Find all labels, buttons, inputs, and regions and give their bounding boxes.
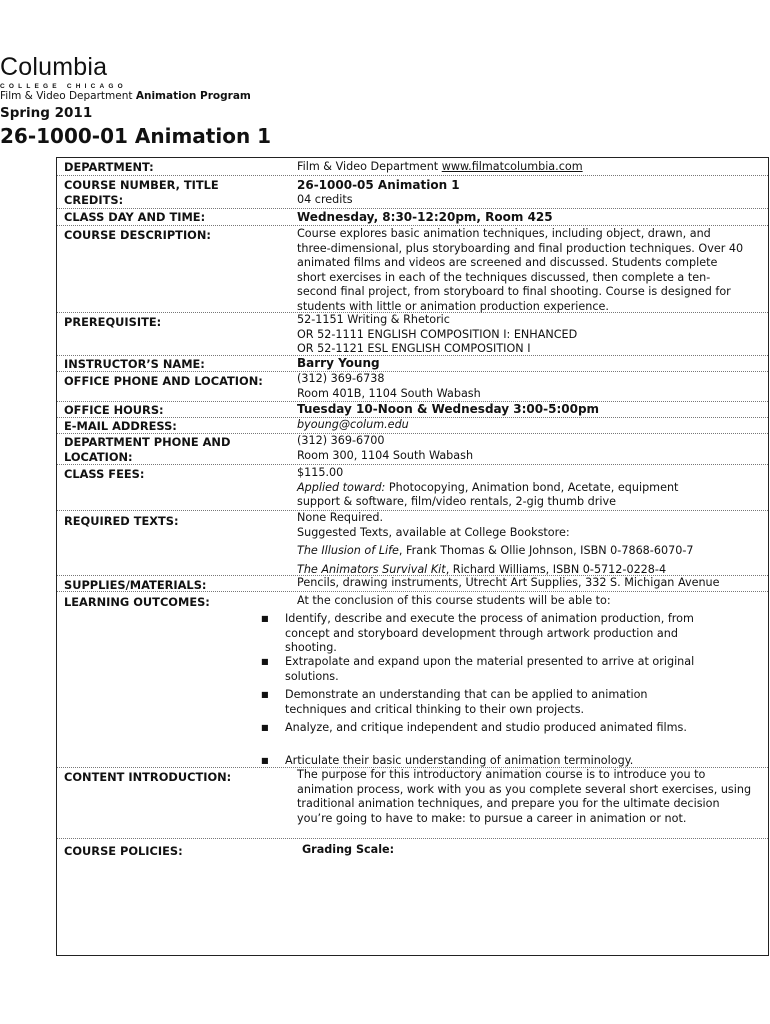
value-prerequisite	[297, 313, 759, 357]
bullet-icon: ■	[261, 723, 269, 732]
row-course-number	[57, 176, 768, 209]
list-item	[258, 721, 703, 736]
program-line	[0, 89, 770, 103]
label-course-policies: COURSE POLICIES:	[64, 844, 183, 858]
label-credits: CREDITS:	[64, 193, 124, 207]
label-prerequisite: PREREQUISITE:	[64, 315, 162, 329]
list-item	[258, 754, 703, 769]
label-instructor: INSTRUCTOR’S NAME:	[64, 357, 205, 371]
label-supplies: SUPPLIES/MATERIALS:	[64, 578, 207, 592]
dept-location: Room 300, 1104 South Wabash	[297, 448, 474, 462]
row-content-intro	[57, 768, 768, 839]
fee-applied-items: Photocopying, Animation bond, Acetate, equipment	[385, 480, 679, 494]
prerequisite-line: 52-1151 Writing & Rhetoric	[297, 313, 450, 326]
bullet-icon: ■	[261, 614, 269, 623]
book-1-details: , Frank Thomas & Ollie Johnson, ISBN 0-7868-6070-7	[398, 544, 694, 557]
value-email[interactable]: byoung@colum.edu	[297, 418, 409, 431]
label-required-texts: REQUIRED TEXTS:	[64, 514, 179, 528]
list-item	[258, 612, 703, 656]
fee-amount: $115.00	[297, 466, 344, 479]
row-dept-phone	[57, 434, 768, 465]
description-line: students with little or animation production experience.	[297, 299, 609, 313]
program-name: Animation Program	[135, 90, 251, 102]
list-item	[258, 688, 703, 717]
course-title: 26-1000-01 Animation 1	[0, 124, 272, 148]
label-department: DEPARTMENT:	[64, 160, 154, 174]
texts-none: None Required.	[297, 511, 384, 524]
fee-applied-label: Applied toward:	[297, 480, 386, 494]
row-instructor	[57, 356, 768, 372]
college-logo-subtitle: COLLEGE CHICAGO	[0, 83, 127, 90]
content-line: traditional animation techniques, and prepare you for the ultimate decision	[297, 797, 720, 810]
row-email	[57, 418, 768, 434]
description-line: three-dimensional, plus storyboarding and final production techniques. Over 40	[297, 241, 744, 255]
label-dept-location: LOCATION:	[64, 450, 133, 464]
row-supplies	[57, 576, 768, 592]
value-content-intro	[297, 768, 759, 826]
value-course-number: 26-1000-05 Animation 1	[297, 178, 460, 192]
description-line: second final project, from storyboard to final shooting. Course is designed for	[297, 285, 731, 298]
label-course-number: COURSE NUMBER, TITLE	[64, 178, 219, 192]
dept-phone-number: (312) 369-6700	[297, 434, 385, 447]
department-text: Film & Video Department	[297, 160, 442, 173]
label-class-day: CLASS DAY AND TIME:	[64, 210, 206, 224]
label-email: E-MAIL ADDRESS:	[64, 419, 177, 433]
row-prerequisite	[57, 313, 768, 356]
label-content-intro: CONTENT INTRODUCTION:	[64, 770, 232, 784]
row-required-texts	[57, 511, 768, 576]
description-line: short exercises in each of the techniques discussed, then complete a ten-	[297, 270, 711, 284]
office-location: Room 401B, 1104 South Wabash	[297, 386, 481, 400]
fee-applied-cont: support & software, film/video rentals, 2-gig thumb drive	[297, 495, 616, 508]
book-1	[297, 544, 759, 559]
row-class-day	[57, 209, 768, 226]
texts-suggested: Suggested Texts, available at College Bookstore:	[297, 525, 570, 539]
row-department	[57, 158, 768, 176]
fee-applied	[297, 481, 759, 496]
row-description	[57, 226, 768, 313]
value-credits: 04 credits	[297, 193, 353, 206]
value-office-hours: Tuesday 10-Noon & Wednesday 3:00-5:00pm	[297, 402, 600, 416]
outcome-text: Analyze, and critique independent and studio produced animated films.	[285, 721, 687, 734]
bullet-icon: ■	[261, 657, 269, 666]
value-office-phone	[297, 372, 759, 401]
list-item	[258, 655, 703, 684]
outcome-text: Articulate their basic understanding of animation terminology.	[285, 754, 634, 767]
department-website-link[interactable]: www.filmatcolumbia.com	[441, 160, 583, 173]
label-description: COURSE DESCRIPTION:	[64, 228, 211, 242]
description-line: animated films and videos are screened and discussed. Students complete	[297, 256, 718, 269]
content-line: The purpose for this introductory animation course is to introduce you to	[297, 768, 706, 781]
label-dept-phone: DEPARTMENT PHONE AND	[64, 435, 231, 449]
book-2-details: , Richard Williams, ISBN 0-5712-0228-4	[445, 562, 667, 576]
term: Spring 2011	[0, 105, 93, 121]
value-class-fees	[297, 466, 759, 510]
description-line: Course explores basic animation techniques, including object, drawn, and	[297, 227, 711, 240]
prerequisite-line: OR 52-1111 ENGLISH COMPOSITION I: ENHANCED	[297, 327, 578, 341]
book-1-title: The Illusion of Life	[297, 544, 399, 557]
prerequisite-line: OR 52-1121 ESL ENGLISH COMPOSITION I	[297, 342, 531, 355]
bullet-icon: ■	[261, 756, 269, 765]
book-2-title: The Animators Survival Kit	[297, 562, 446, 576]
outcome-text: Identify, describe and execute the process of animation production, from concept and storyboard development through artwork production and shooting.	[285, 612, 694, 654]
label-office-hours: OFFICE HOURS:	[64, 403, 164, 417]
value-dept-phone	[297, 434, 759, 463]
row-class-fees	[57, 465, 768, 511]
value-supplies: Pencils, drawing instruments, Utrecht Art Supplies, 332 S. Michigan Avenue	[297, 576, 720, 589]
bullet-icon: ■	[261, 690, 269, 699]
outcome-text: Extrapolate and expand upon the material presented to arrive at original solutions.	[285, 655, 695, 683]
row-office-phone	[57, 372, 768, 402]
label-learning-outcomes: LEARNING OUTCOMES:	[64, 595, 210, 609]
grading-scale-label: Grading Scale:	[302, 843, 395, 856]
row-course-policies	[57, 839, 768, 955]
label-class-fees: CLASS FEES:	[64, 467, 145, 481]
row-office-hours	[57, 402, 768, 418]
value-required-texts	[297, 511, 759, 577]
outcomes-intro: At the conclusion of this course students will be able to:	[297, 594, 611, 607]
value-description	[297, 227, 759, 314]
content-line: you’re going to have to make: to pursue a career in animation or not.	[297, 811, 687, 825]
value-instructor: Barry Young	[297, 356, 380, 370]
value-class-day: Wednesday, 8:30-12:20pm, Room 425	[297, 210, 553, 224]
office-phone-number: (312) 369-6738	[297, 372, 385, 385]
book-2	[297, 563, 759, 578]
value-department	[297, 160, 759, 175]
content-line: animation process, work with you as you complete several short exercises, using	[297, 782, 752, 796]
outcome-text: Demonstrate an understanding that can be applied to animation techniques and critical thinking to their own projects.	[285, 688, 648, 716]
college-logo-name: Columbia	[0, 53, 108, 81]
program-prefix: Film & Video Department	[0, 90, 136, 102]
label-office-phone: OFFICE PHONE AND LOCATION:	[64, 374, 263, 388]
